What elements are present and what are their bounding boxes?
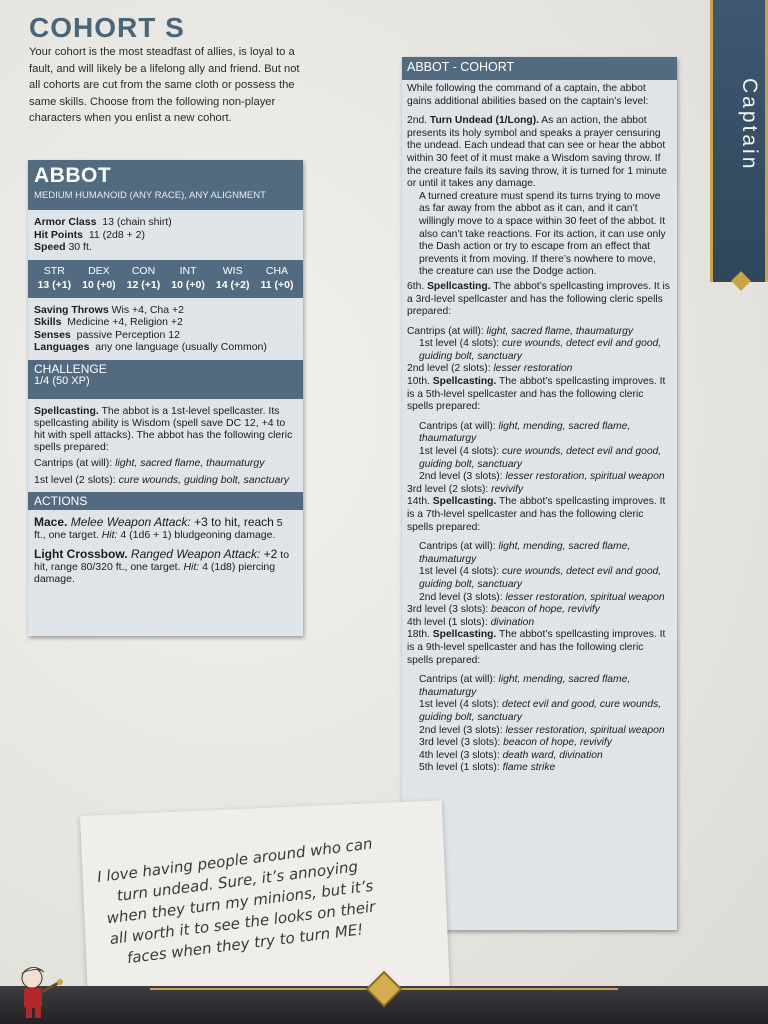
challenge-bar — [28, 360, 303, 399]
saving-throws-row — [34, 304, 297, 317]
level-10-third: 3rd level (2 slots): revivify — [407, 483, 524, 495]
saving-throws-label: Saving Throws — [34, 303, 109, 316]
statblock-header — [28, 160, 303, 210]
level-6-feature: 6th. Spellcasting. The abbot’s spellcasting improves. It is a 3rd-level spellcaster and has the following cleric spells prepared: — [407, 280, 670, 318]
level-10-first: 1st level (4 slots): cure wounds, detect evil and good, guiding bolt, sanctuary — [419, 446, 662, 470]
hit-points-label: Hit Points — [34, 228, 83, 241]
senses-label: Senses — [34, 328, 71, 341]
level-10-cantrips: Cantrips (at will): light, mending, sacred flame, thaumaturgy — [419, 420, 631, 445]
note-text: I love having people around who can turn undead. Sure, it’s annoying when they turn my minions, but it’s all worth it to see the looks on their faces when they try to turn ME! — [96, 834, 377, 968]
languages-value: any one language (usually Common) — [95, 341, 267, 353]
languages-row — [34, 341, 297, 354]
hit-points-value: 11 (2d8 + 2) — [88, 228, 145, 241]
level-14-third: 3rd level (3 slots): beacon of hope, revivify — [407, 604, 600, 616]
level-18-fourth: 4th level (3 slots): death ward, divination — [419, 749, 603, 761]
ability-cha: CHA 11 (+0) — [260, 264, 294, 291]
level-14-second: 2nd level (3 slots): lesser restoration, spiritual weapon — [419, 591, 665, 603]
skills-row — [34, 316, 297, 329]
level-2-feature-cont: A turned creature must spend its turns trying to move as far away from the abbot as it can, and it can’t willingly move to a space within 30 feet of the abbot. It also can’t take reactions. For its action, it can use only the Dash action or try to escape from an effect that prevents it from moving. If there’s nowhere to move, the creature can use the Dodge action. — [419, 190, 666, 278]
spellcasting-trait — [34, 405, 297, 454]
skills-value: Medicine +4, Religion +2 — [67, 316, 183, 328]
speed-label: Speed — [34, 241, 66, 253]
cantrips-line: Cantrips (at will): light, sacred flame, thaumaturgy — [34, 457, 265, 470]
level-18-first: 1st level (4 slots): detect evil and good, cure wounds, guiding bolt, sanctuary — [419, 699, 662, 723]
challenge-label: CHALLENGE — [34, 361, 107, 376]
languages-label: Languages — [34, 341, 90, 353]
level-18-cantrips: Cantrips (at will): light, mending, sacred flame, thaumaturgy — [419, 674, 631, 698]
senses-value: passive Perception 12 — [76, 328, 180, 341]
level-18-third: 3rd level (3 slots): beacon of hope, revivify — [419, 737, 612, 749]
level-18-feature: 18th. Spellcasting. The abbot’s spellcasting improves. It is a 9th-level spellcaster and has the following cleric spells prepared: — [407, 629, 666, 666]
statblock-body — [28, 210, 303, 585]
ability-scores — [28, 260, 303, 298]
level-14-fourth: 4th level (1 slots): divination — [407, 616, 535, 628]
armor-class-label: Armor Class — [34, 216, 97, 228]
panel-lead: While following the command of a captain, the abbot gains additional abilities based on the captain’s level: — [407, 83, 649, 107]
level-14-cantrips: Cantrips (at will): light, mending, sacred flame, thaumaturgy — [419, 541, 631, 565]
ability-dex: DEX 10 (+0) — [82, 264, 116, 291]
level-6-second: 2nd level (2 slots): lesser restoration — [407, 363, 573, 375]
first-level-line: 1st level (2 slots): cure wounds, guiding bolt, sanctuary — [34, 473, 290, 486]
level-18-second: 2nd level (3 slots): lesser restoration, spiritual weapon — [419, 724, 665, 736]
level-10-second: 2nd level (3 slots): lesser restoration, spiritual weapon — [419, 471, 665, 483]
panel-title: ABBOT - COHORT — [402, 57, 677, 80]
level-10-feature: 10th. Spellcasting. The abbot’s spellcasting improves. It is a 5th-level spellcaster and has the following cleric spells prepared: — [407, 376, 666, 413]
ability-int: INT 10 (+0) — [171, 264, 205, 291]
crossbow-action: Light Crossbow. Ranged Weapon Attack: +2 to hit, range 80/320 ft., one target. Hit: 4 (1d8) piercing damage. — [34, 546, 290, 586]
senses-row — [34, 329, 297, 342]
level-2-feature: 2nd. Turn Undead (1/Long). As an action, the abbot presents its holy symbol and speaks a prayer censuring the undead. Each undead that can see or hear the abbot within 30 feet of it must make a Wisdom saving throw. If the creature fails its saving throw, it is turned for 1 minute or until it takes any damage. — [407, 115, 667, 190]
level-14-feature: 14th. Spellcasting. The abbot’s spellcasting improves. It is a 7th-level spellcaster and has the following cleric spells prepared: — [407, 496, 666, 533]
speed-row — [34, 241, 297, 254]
section-title: COHORT S — [29, 12, 185, 43]
saving-throws-value: Wis +4, Cha +2 — [111, 303, 184, 316]
mace-action: Mace. Melee Weapon Attack: +3 to hit, reach 5 ft., one target. Hit: 4 (1d6 + 1) bludgeoning damage. — [34, 515, 283, 542]
skills-label: Skills — [34, 316, 62, 328]
ability-wis: WIS 14 (+2) — [215, 264, 250, 291]
challenge-value: 1/4 (50 XP) — [34, 375, 90, 387]
intro-paragraph: Your cohort is the most steadfast of allies, is loyal to a fault, and will likely be a lifelong ally and friend. But not all cohorts are cut from the same cloth or possess the same skills. Choose from the following non-player characters when you enlist a new cohort. — [29, 46, 300, 124]
spellcasting-title: Spellcasting. — [34, 404, 99, 417]
actions-bar: ACTIONS — [28, 492, 303, 511]
armor-class-row — [34, 216, 297, 229]
level-6-cantrips: Cantrips (at will): light, sacred flame, thaumaturgy — [407, 325, 634, 337]
statblock-type: MEDIUM HUMANOID (ANY RACE), ANY ALIGNMENT — [34, 190, 266, 201]
statblock-name: ABBOT — [34, 164, 112, 187]
panel-body — [402, 80, 677, 778]
level-6-first: 1st level (4 slots): cure wounds, detect evil and good, guiding bolt, sanctuary — [419, 338, 662, 362]
ability-str: STR 13 (+1) — [37, 264, 72, 291]
page-footer — [0, 986, 768, 1024]
abbot-statblock — [28, 160, 303, 636]
captain-tab — [710, 0, 768, 282]
spellcasting-text: The abbot is a 1st-level spellcaster. Its spellcasting ability is Wisdom (spell save DC 12, +4 to hit with spell attacks). The abbot has the following cleric spells prepared: — [34, 404, 293, 454]
mascot-icon — [10, 962, 64, 1020]
abbot-cohort-panel — [402, 57, 677, 930]
speed-value: 30 ft. — [68, 241, 92, 253]
level-14-first: 1st level (4 slots): cure wounds, detect evil and good, guiding bolt, sanctuary — [419, 566, 662, 590]
tab-label: Captain — [738, 78, 761, 172]
hit-points-row — [34, 229, 297, 242]
armor-class-value: 13 (chain shirt) — [102, 216, 172, 228]
ability-con: CON 12 (+1) — [126, 264, 161, 291]
level-18-fifth: 5th level (1 slots): flame strike — [419, 762, 556, 774]
